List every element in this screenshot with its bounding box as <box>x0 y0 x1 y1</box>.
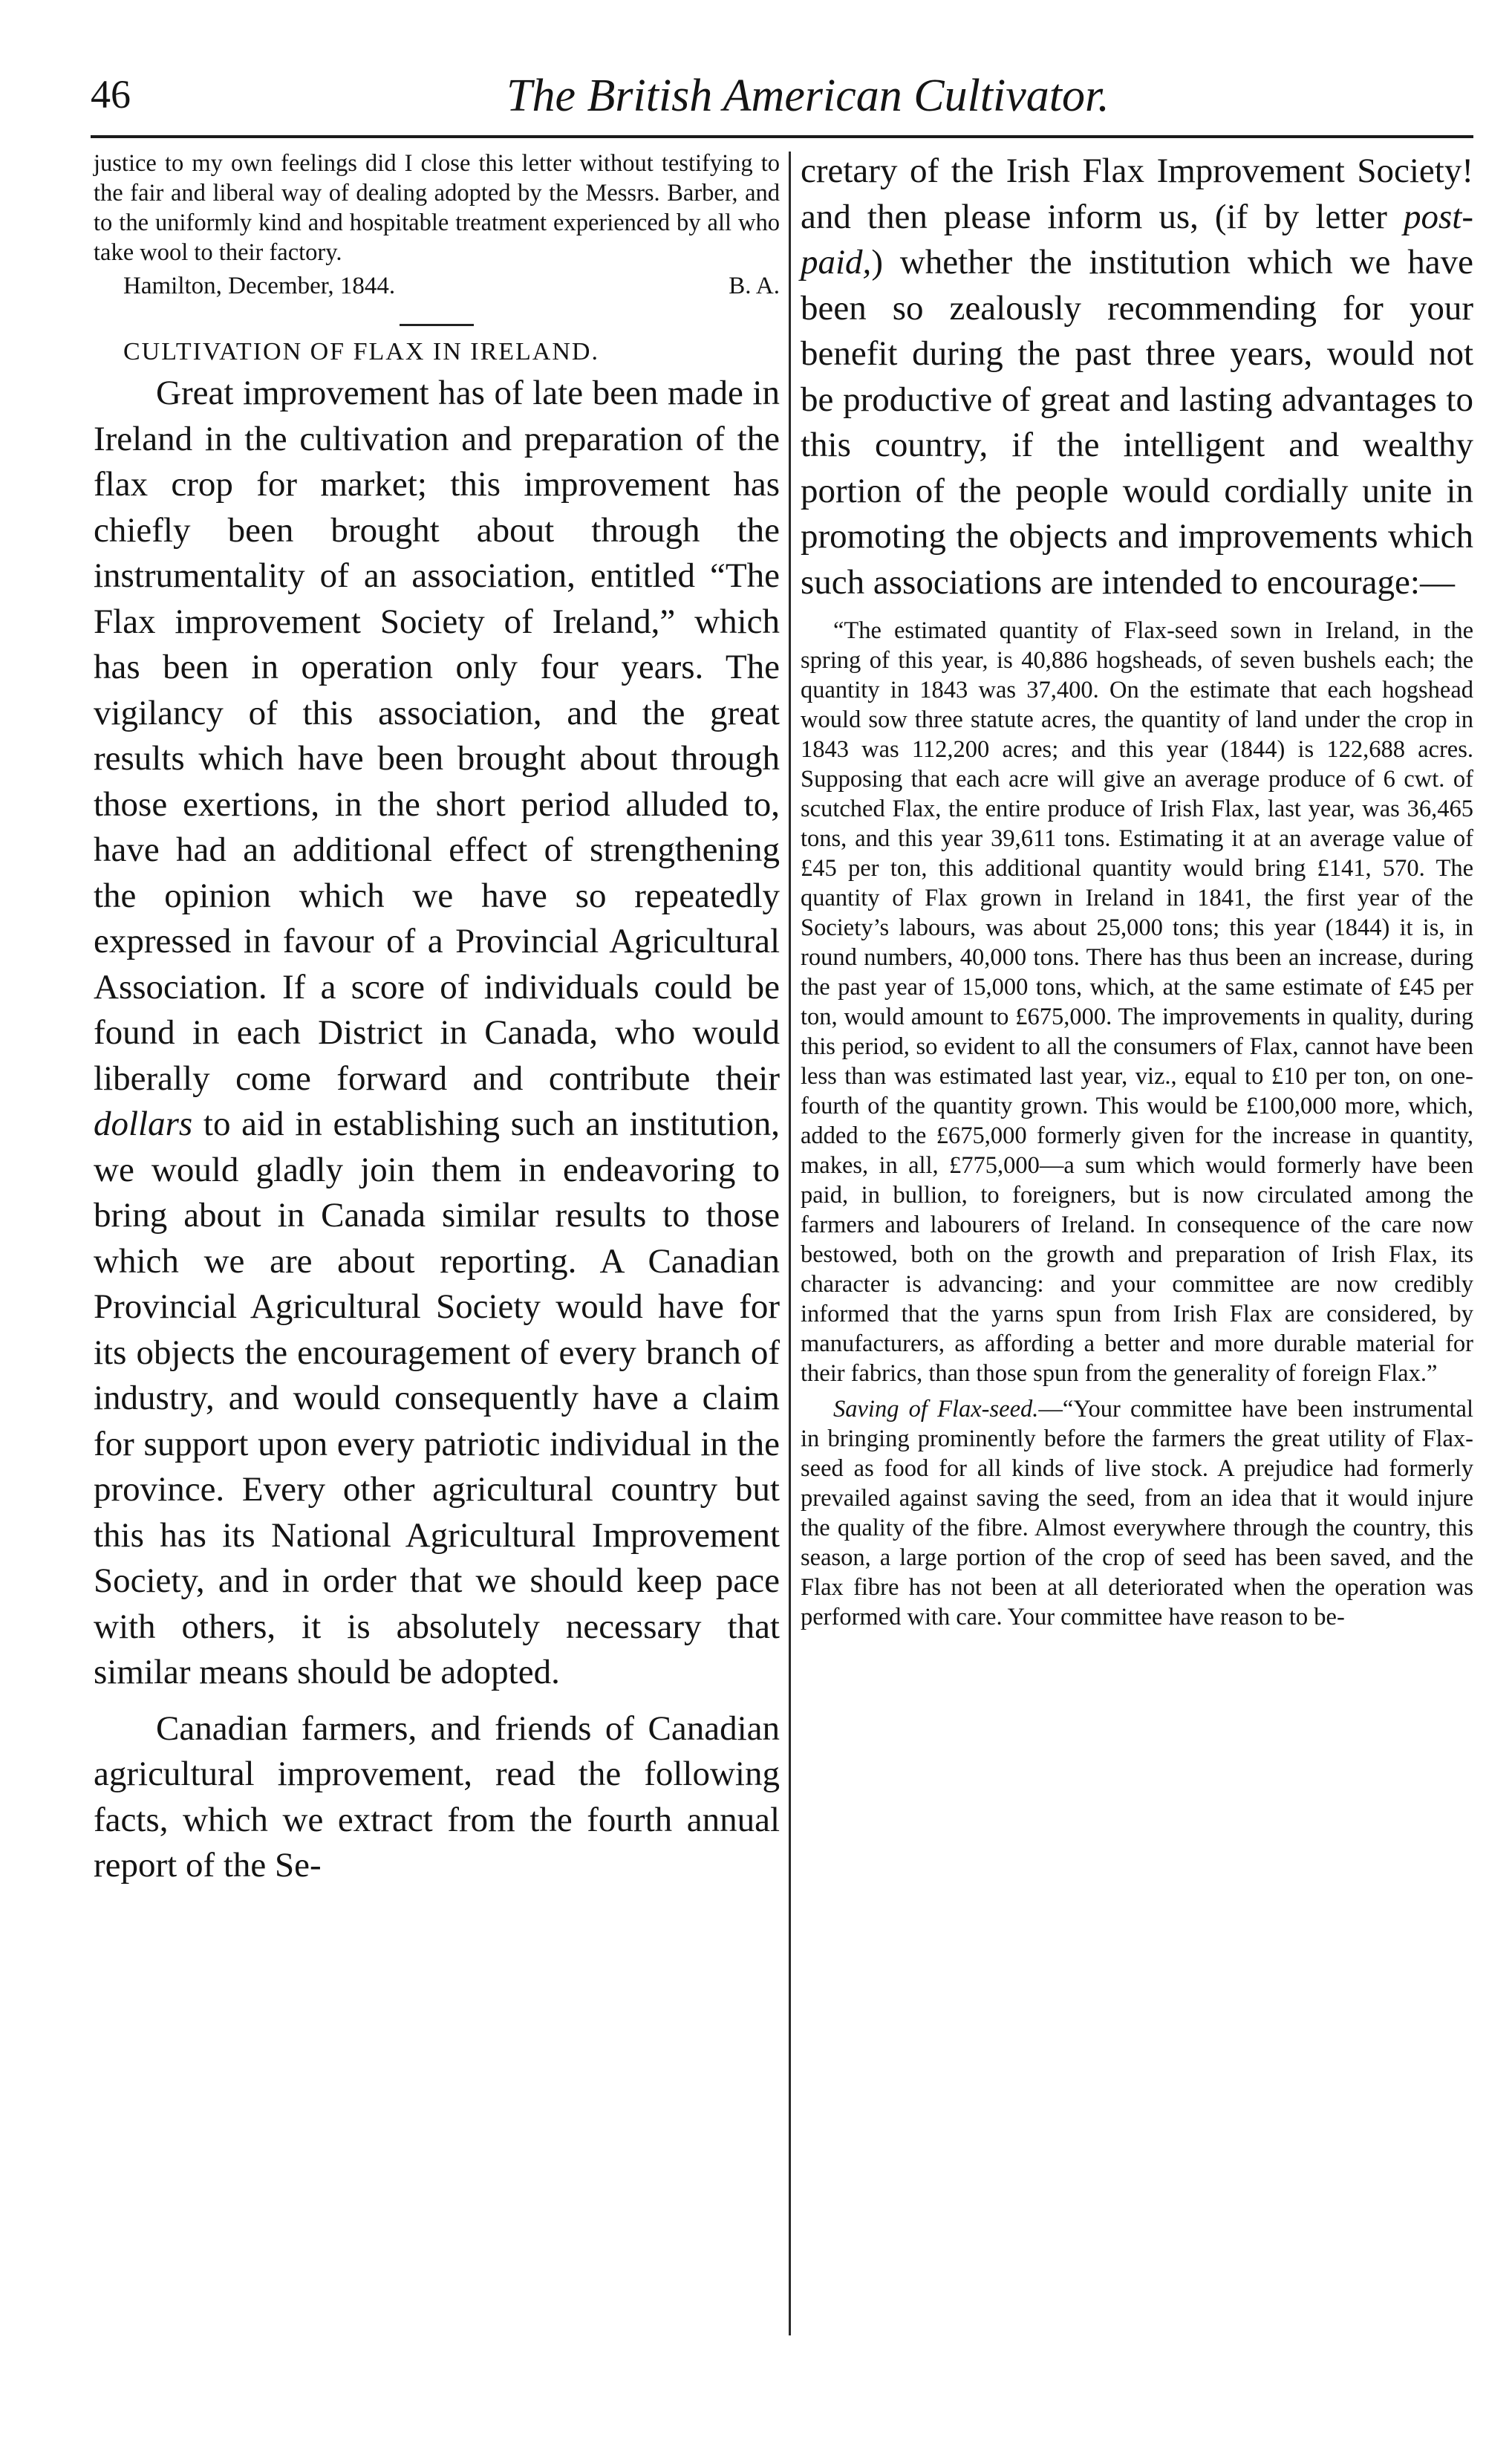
continuation-text-b: ) whether the institution which we have been so zealously recommending for your benefit during the past three years, would not be productive of great and lasting advantages to this country, if the intelligent and wealthy portion of the people would cordially unite in promoting the objects and improvements which such associations are intended to encourage:— <box>801 243 1473 602</box>
article-continuation <box>801 149 1473 605</box>
letter-signature <box>94 270 780 302</box>
column-divider <box>789 152 791 2335</box>
report-quote-2 <box>801 1394 1473 1632</box>
journal-title: The British American Cultivator. <box>506 71 1109 121</box>
header-rule <box>91 135 1473 138</box>
para1-text-b: to aid in establishing such an institution, we would gladly join them in endeavoring to bring about in Canada similar results to those which we are about reporting. A Canadian Provincial Agricultural Society would have for its objects the encouragement of every branch of industry, and would consequently have a claim for support upon every patriotic individual in the province. Every other agricultural country but this has its National Agricultural Improvement Society, and in order that we should keep pace with others, it is absolutely necessary that similar means should be adopted. <box>94 1105 780 1691</box>
signature-initials: B. A. <box>729 273 780 299</box>
continuation-italic-post-paid: post-paid, <box>801 197 1473 282</box>
article-paragraph-2: Canadian farmers, and friends of Canadian agricultural improvement, read the following facts, which we extract from the fourth annual report of the Se- <box>94 1708 780 1885</box>
article-paragraph-1 <box>94 371 780 1696</box>
page-number: 46 <box>91 72 131 117</box>
signature-place-date: Hamilton, December, 1844. <box>123 273 396 299</box>
right-column <box>801 149 1473 1632</box>
letter-conclusion: justice to my own feelings did I close this letter without testifying to the fair and liberal way of dealing adopted by the Messrs. Barber, and to the uniformly kind and hospitable treatment experienced by all who take wool to their factory. <box>94 150 780 266</box>
section-divider <box>400 324 474 326</box>
para1-text-a: Great improvement has of late been made in Ireland in the cultivation and preparation of the flax crop for market; this improvement has chiefly been brought about through the instrumentality of an association, entitled “The Flax improvement Society of Ireland,” which has been in operation only four years. The vigilancy of this association, and the great results which have been brought about through those exertions, in the short period alluded to, have had an additional effect of strengthening the opinion which we have so repeatedly expressed in favour of a Provincial Agricultural Association. If a score of individuals could be found in each District in Canada, who would liberally come forward and contribute their <box>94 374 780 1098</box>
report-quote-1: “The estimated quantity of Flax-seed sown in Ireland, in the spring of this year, is 40,886 hogsheads, of seven bushels each; the quantity in 1843 was 37,400. On the estimate that each hogshead would sow three statute acres, the quantity of land under the crop in 1843 was 112,200 acres; and this year (1844) is 122,688 acres. Supposing that each acre will give an average produce of 6 cwt. of scutched Flax, the entire produce of Irish Flax, last year, was 36,465 tons, and this year 39,611 tons. Estimating it at an average value of £45 per ton, this additional quantity would bring £141, 570. The quantity of Flax grown in Ireland in 1841, the first year of the Society’s labours, was about 25,000 tons; this year (1844) it is, in round numbers, 40,000 tons. There has thus been an increase, during the past year of 15,000 tons, which, at the same estimate of £45 per ton, would amount to £675,000. The improvements in quality, during this period, so evident to all the consumers of Flax, cannot have been less than was estimated last year, viz., equal to £10 per ton, on one-fourth of the quantity grown. This would be £100,000 more, which, added to the £675,000 formerly given for the increase in quantity, makes, in all, £775,000—a sum which would formerly have been paid, in bullion, to foreigners, but is now circulated among the farmers and labourers of Ireland. In consequence of the care now bestowed, both on the growth and preparation of Irish Flax, its character is advancing: and your committee are now credibly informed that the yarns spun from Irish Flax are considered, by manufacturers, as affording a better and more durable material for their fabrics, than those spun from the generality of foreign Flax.” <box>801 617 1473 1387</box>
para1-italic-dollars: dollars <box>94 1105 193 1143</box>
quote2-heading: Saving of Flax-seed. <box>833 1396 1039 1423</box>
quote2-text: —“Your committee have been instrumental in bringing prominently before the farmers the great utility of Flax-seed as food for all kinds of live stock. A prejudice had formerly prevailed against saving the seed, from an idea that it would injure the quality of the fibre. Almost everywhere through the country, this season, a large portion of the crop of seed has been saved, and the Flax fibre has not been at all deteriorated when the operation was performed with care. Your committee have reason to be- <box>801 1396 1473 1630</box>
left-column <box>94 149 780 1889</box>
continuation-text-a: cretary of the Irish Flax Improvement Society! and then please inform us, (if by letter <box>801 152 1473 236</box>
page-header <box>91 64 1472 131</box>
section-title: CULTIVATION OF FLAX IN IRELAND. <box>123 338 599 365</box>
